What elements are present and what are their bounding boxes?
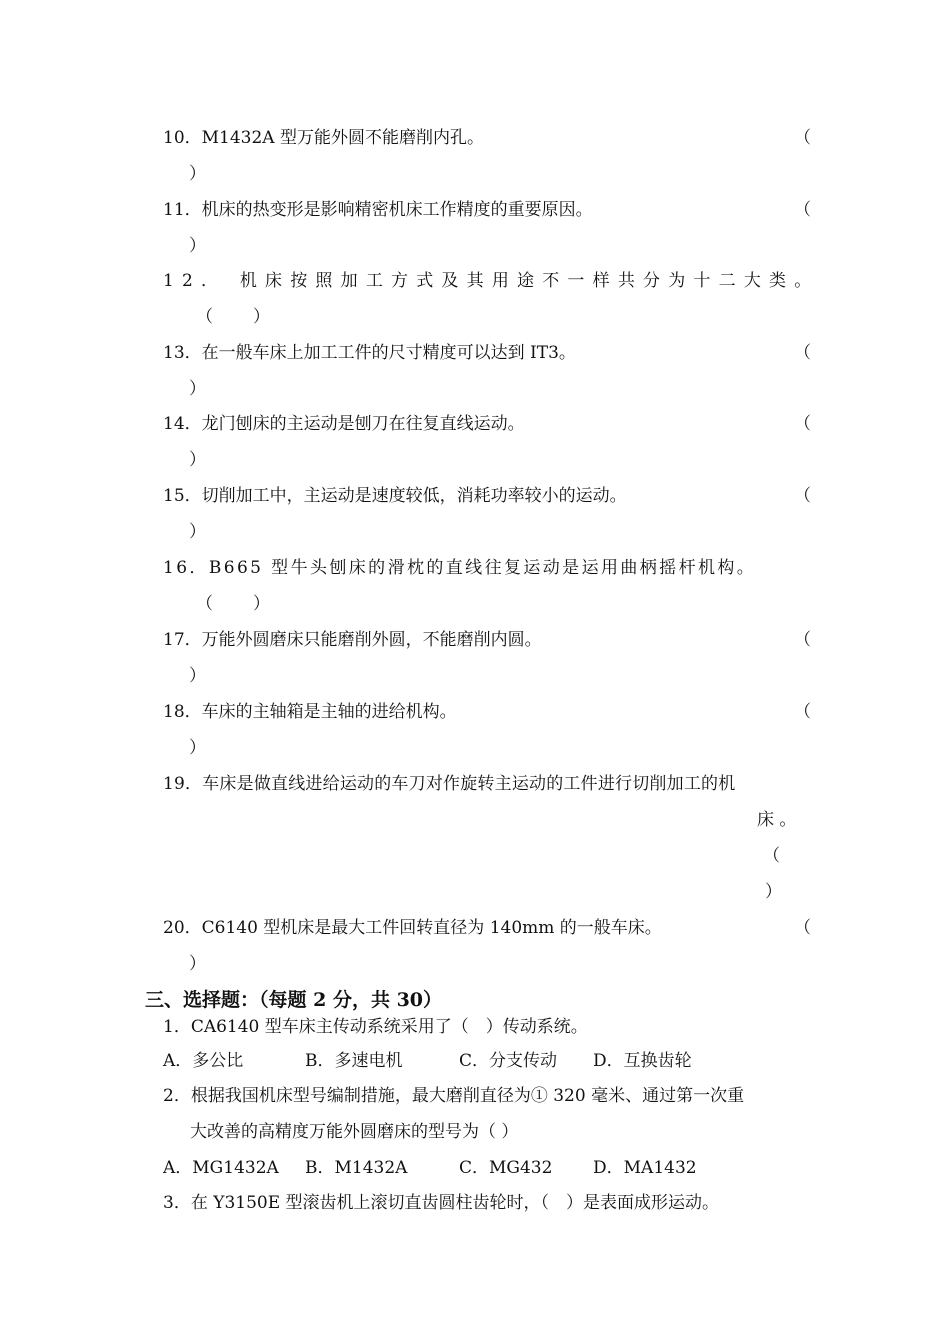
question-13: 13．在一般车床上加工工件的尺寸精度可以达到 IT3。 — [163, 343, 576, 363]
question-19-continued: 床 。 — [757, 810, 797, 830]
answer-parens: （ ） — [196, 307, 272, 327]
option-d: D．MA1432 — [593, 1158, 697, 1178]
section-heading: 三、选择题：（每题 2 分，共 30） — [145, 989, 443, 1011]
answer-paren-close: ） — [189, 164, 206, 184]
option-c: C．MG432 — [459, 1158, 553, 1178]
question-10: 10．M1432A 型万能外圆不能磨削内孔。 — [163, 128, 484, 148]
answer-paren-close: ） — [189, 522, 206, 542]
question-11: 11．机床的热变形是影响精密机床工作精度的重要原因。 — [163, 200, 593, 220]
answer-paren-open: （ — [794, 200, 811, 220]
question-18: 18．车床的主轴箱是主轴的进给机构。 — [163, 702, 457, 722]
answer-paren-close: ） — [189, 450, 206, 470]
option-b: B．多速电机 — [305, 1051, 403, 1071]
answer-paren-close: ） — [189, 666, 206, 686]
option-d: D．互换齿轮 — [593, 1051, 692, 1071]
answer-paren-open: （ — [794, 128, 811, 148]
answer-paren-open: （ — [794, 702, 811, 722]
answer-parens: （ ） — [196, 594, 272, 614]
question-15: 15．切削加工中，主运动是速度较低，消耗功率较小的运动。 — [163, 486, 627, 506]
question-19: 19．车床是做直线进给运动的车刀对作旋转主运动的工件进行切削加工的机 — [163, 774, 736, 794]
choice-question-2-continued: 大改善的高精度万能外圆磨床的型号为（ ） — [190, 1122, 519, 1142]
option-a: A．多公比 — [163, 1051, 244, 1071]
choice-question-2: 2．根据我国机床型号编制措施，最大磨削直径为① 320 毫米、通过第一次重 — [163, 1086, 745, 1106]
answer-paren-open: （ — [794, 343, 811, 363]
answer-paren-close: ） — [189, 236, 206, 256]
answer-paren-open: （ — [794, 630, 811, 650]
answer-paren-close: ） — [189, 738, 206, 758]
answer-paren-open: （ — [763, 846, 780, 866]
answer-paren-open: （ — [794, 486, 811, 506]
option-a: A．MG1432A — [163, 1158, 279, 1178]
question-16: 16．B665 型牛头刨床的滑枕的直线往复运动是运用曲柄摇杆机构。 — [163, 558, 757, 578]
answer-paren-close: ） — [189, 954, 206, 974]
question-14: 14．龙门刨床的主运动是刨刀在往复直线运动。 — [163, 414, 525, 434]
answer-paren-close: ） — [189, 379, 206, 399]
choice-question-3: 3．在 Y3150E 型滚齿机上滚切直齿圆柱齿轮时，（ ）是表面成形运动。 — [163, 1193, 720, 1213]
option-c: C．分支传动 — [459, 1051, 558, 1071]
choice-question-1: 1．CA6140 型车床主传动系统采用了（ ）传动系统。 — [163, 1017, 588, 1037]
question-20: 20．C6140 型机床是最大工件回转直径为 140mm 的一般车床。 — [163, 918, 662, 938]
option-b: B．M1432A — [305, 1158, 408, 1178]
answer-paren-close: ） — [765, 882, 782, 902]
question-17: 17．万能外圆磨床只能磨削外圆，不能磨削内圆。 — [163, 630, 542, 650]
answer-paren-open: （ — [794, 414, 811, 434]
answer-paren-open: （ — [794, 918, 811, 938]
question-12: 12． 机床按照加工方式及其用途不一样共分为十二大类。 — [163, 271, 820, 291]
